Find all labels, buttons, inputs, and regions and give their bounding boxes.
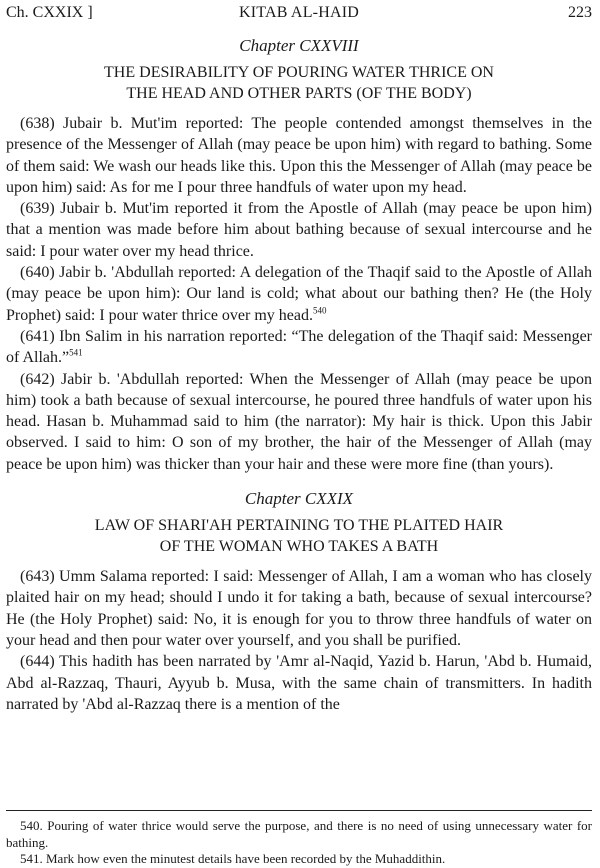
header-page-number: 223 <box>568 4 592 21</box>
header-book-title: KITAB AL-HAID <box>239 4 359 21</box>
running-header <box>6 0 592 26</box>
header-chapter-ref: Ch. CXXIX ] <box>6 4 93 21</box>
footnote-marker[interactable]: 541 <box>69 347 83 358</box>
section-title-line: THE DESIRABILITY OF POURING WATER THRICE ON <box>104 64 494 81</box>
section-title-line: OF THE WOMAN WHO TAKES A BATH <box>159 538 439 556</box>
section-title <box>6 62 592 104</box>
footnote-divider <box>6 810 592 811</box>
chapter-section <box>6 36 592 475</box>
hadith-paragraph: (641) Ibn Salim in his narration reported: “The delegation of the Thaqif said: Messenger of Allah.”$^{541}$ <box>6 327 592 367</box>
chapter-heading: Chapter CXXIX <box>244 489 354 509</box>
footnote-marker[interactable]: 540 <box>313 305 327 316</box>
section-title-line: LAW OF SHARI'AH PERTAINING TO THE PLAITED HAIR <box>94 517 504 535</box>
chapter-heading: Chapter CXXVIII <box>239 36 359 55</box>
hadith-paragraph: (644) This hadith has been narrated by 'Amr al-Naqid, Yazid b. Harun, 'Abd b. Humaid, Abd al-Razzaq, Thauri, Ayyub b. Musa, with the same chain of transmitters. In hadith narrated by 'Abd al-Razzaq there is a mention of the <box>6 653 592 713</box>
chapter-section <box>6 489 592 715</box>
hadith-paragraph: (643) Umm Salama reported: I said: Messenger of Allah, I am a woman who has closely plaited hair on my head; should I undo it for taking a bath, because of sexual intercourse? He (the Holy Prophet) said: No, it is enough for you to throw three handfuls of water on your head and then pour water over yourself, and you shall be purified. <box>6 568 592 649</box>
section-title-line: THE HEAD AND OTHER PARTS (OF THE BODY) <box>126 85 472 102</box>
hadith-paragraph: (638) Jubair b. Mut'im reported: The people contended amongst themselves in the presence of the Messenger of Allah (may peace be upon him) with regard to bathing. Some of them said: We wash our heads like this. Upon this the Messenger of Allah (may peace be upon him) said: As for me I pour three handfuls of water upon my head. <box>6 115 592 196</box>
footnote: 541. Mark how even the minutest details have been recorded by the Muhaddithin. <box>20 851 446 866</box>
hadith-paragraph: (642) Jabir b. 'Abdullah reported: When the Messenger of Allah (may peace be upon him) took a bath because of sexual intercourse, he poured three handfuls of water upon his head. Hasan b. Muhammad said to him (the narrator): My hair is thick. Upon this Jabir observed. I said to him: O son of my brother, the hair of the Messenger of Allah (may peace be upon him) was thicker than your hair and these were more fine (than yours). <box>6 370 592 473</box>
section-title <box>6 515 592 557</box>
footnote: 540. Pouring of water thrice would serve the purpose, and there is no need of using unnecessary water for bathing. <box>6 818 592 850</box>
footnotes <box>6 818 592 868</box>
hadith-paragraph: (640) Jabir b. 'Abdullah reported: A delegation of the Thaqif said to the Apostle of Allah (may peace be upon him): Our land is cold; what about our bathing then? He (the Holy Prophet) said: I pour water thrice over my head.$^{540}$ <box>6 264 592 324</box>
hadith-paragraph: (639) Jubair b. Mut'im reported it from the Apostle of Allah (may peace be upon him) that a mention was made before him about bathing because of sexual intercourse and he said: I pour water over my head thrice. <box>6 200 592 260</box>
